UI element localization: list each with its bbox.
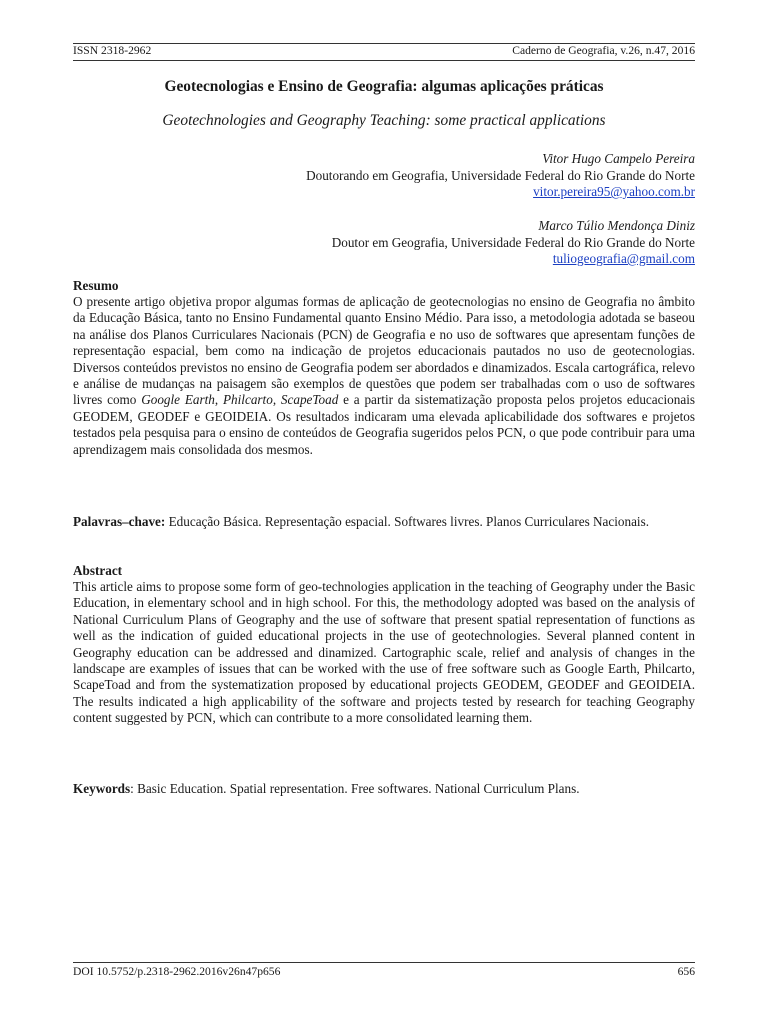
palavras-chave-text: Educação Básica. Representação espacial. Softwares livres. Planos Curriculares Nacionais.: [165, 514, 650, 529]
page-header: [73, 44, 695, 58]
paper-title-english: Geotechnologies and Geography Teaching: some practical applications: [162, 112, 606, 129]
software-name: Google Earth: [141, 392, 215, 408]
page-footer: [73, 965, 695, 979]
palavras-chave-label: Palavras–chave:: [73, 514, 166, 529]
software-name: Philcarto: [222, 392, 273, 408]
issn: ISSN 2318-2962: [73, 44, 152, 57]
author-email-link[interactable]: vitor.pereira95@yahoo.com.br: [533, 184, 695, 199]
abstract-text: This article aims to propose some form of geo-technologies application in the teaching of Geography under the Basic Education, in elementary school and in high school. For this, the methodology adopted was based on the analysis of National Curriculum Plans of Geography and the use of software that present spatial representation of functions as well as the indication of guided educational projects in the use of geotechnologies. Several planned content in Geography education can be addressed and dinamized. Cartographic scale, relief and analysis of changes in the landscape are examples of issues that can be worked with the use of free software such as Google Earth, Philcarto, ScapeToad and from the systematization proposed by educational projects GEODEM, GEODEF and GEOIDEIA. The results indicated a high applicability of the software and projects tested by research for teaching Geography content suggested by PCN, which can contribute to a more consolidated learning them.: [73, 579, 695, 726]
resumo-text: O presente artigo objetiva propor algumas formas de aplicação de geotecnologias no ensino de Geografia no âmbito da Educação Básica, tanto no Ensino Fundamental quanto Ensino Médio. Para isso, a metodologia adotada se baseou na análise dos Planos Curriculares Nacionais (PCN) de Geografia e no uso de softwares que apresentam funções de representação espacial, bem como na indicação de projetos educacionais pautados no uso de geotecnologias. Diversos conteúdos previstos no ensino de Geografia podem ser abordados e dinamizados. Escala cartográfica, relevo e análise de mudanças na paisagem são exemplos de questões que podem ser trabalhadas com o uso de softwares livres como Google Earth, Philcarto, ScapeToad e a partir da sistematização proposta pelos projetos educacionais GEODEM, GEODEF e GEOIDEIA. Os resultados indicaram uma elevada aplicabilidade dos softwares e projetos testados pela pesquisa para o ensino de conteúdos de Geografia sugeridos pelos PCN, o que pode contribuir para uma aprendizagem mais consolidada dos mesmos.: [73, 294, 695, 457]
author-block: [306, 151, 695, 201]
header-bottom-rule: [73, 60, 695, 61]
author-name: Marco Túlio Mendonça Diniz: [538, 218, 695, 233]
author-email-link[interactable]: tuliogeografia@gmail.com: [552, 251, 695, 266]
resumo-heading: Resumo: [73, 278, 119, 293]
author-affiliation: Doutor em Geografia, Universidade Federal do Rio Grande do Norte: [331, 234, 695, 250]
software-name: ScapeToad: [280, 392, 339, 408]
footer-rule: [73, 962, 695, 963]
keywords: [73, 781, 695, 797]
page-number: 656: [677, 965, 695, 978]
author-name: Vitor Hugo Campelo Pereira: [542, 151, 695, 166]
paper-title: Geotecnologias e Ensino de Geografia: algumas aplicações práticas: [164, 78, 604, 95]
journal-citation: Caderno de Geografia, v.26, n.47, 2016: [512, 44, 695, 57]
author-affiliation: Doutorando em Geografia, Universidade Federal do Rio Grande do Norte: [306, 167, 695, 183]
keywords-label: Keywords: [73, 781, 131, 796]
doi: DOI 10.5752/p.2318-2962.2016v26n47p656: [73, 965, 281, 978]
palavras-chave: [73, 514, 695, 530]
abstract-heading: Abstract: [73, 563, 123, 578]
keywords-text: : Basic Education. Spatial representation. Free softwares. National Curriculum Plans.: [130, 781, 580, 796]
author-block: [332, 218, 695, 268]
